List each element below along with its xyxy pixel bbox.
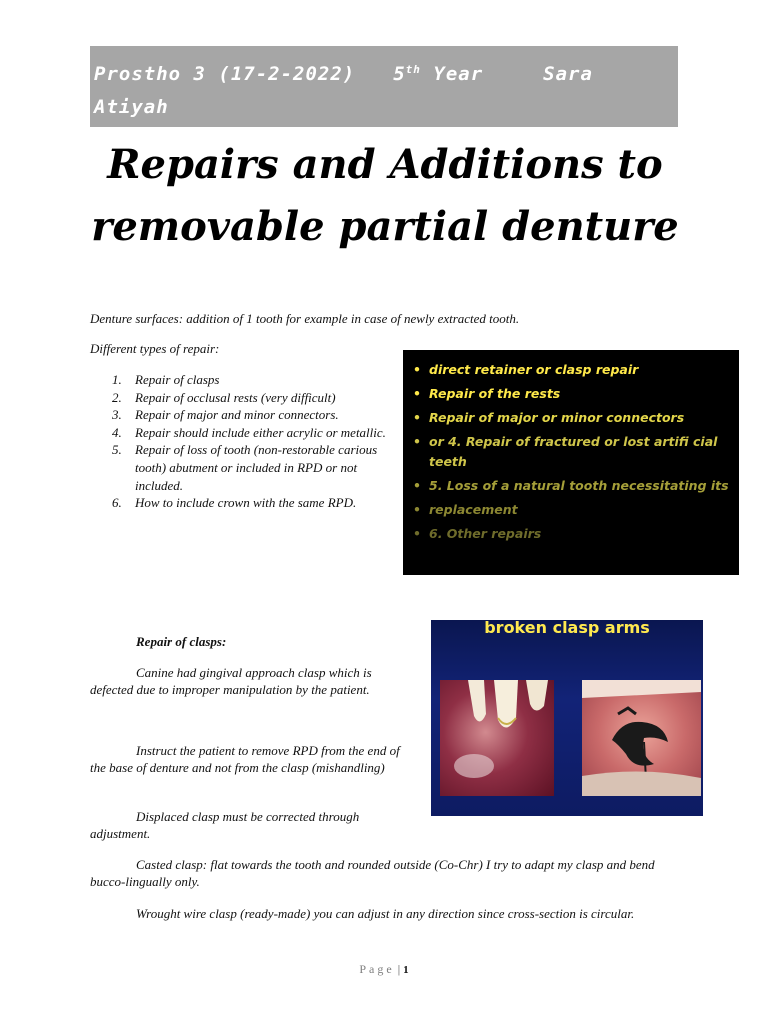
header-year-sup: th — [405, 63, 421, 76]
teeth-illustration — [440, 680, 554, 796]
clasps-paragraph-3: Displaced clasp must be corrected through adjustment. — [90, 809, 360, 841]
title-line-1: Repairs and Additions to — [107, 141, 663, 188]
list-item-number: 5. — [112, 442, 122, 458]
slide-title: broken clasp arms — [484, 618, 650, 637]
clinical-photo-clasp — [582, 680, 701, 796]
title-line-2: removable partial denture — [91, 203, 679, 250]
broken-clasp-slide-image — [431, 620, 703, 816]
bullet-icon: • — [413, 526, 421, 541]
header-course: Prostho 3 (17-2-2022) — [94, 63, 356, 85]
list-item-text: Repair of clasps — [135, 372, 220, 387]
list-item-text: Repair of loss of tooth (non-restorable carious tooth) abutment or included in RPD or not included. — [135, 442, 378, 493]
slide-bullet-item — [413, 384, 739, 404]
list-item-text: Repair of major and minor connectors. — [135, 407, 339, 423]
clasps-paragraph-2: Instruct the patient to remove RPD from the end of the base of denture and not from the clasp (mishandling) — [90, 743, 400, 775]
footer-page-label: Page — [359, 962, 395, 976]
clasp-illustration — [582, 680, 701, 796]
slide-bullet-text: direct retainer or clasp repair — [429, 362, 639, 377]
bullet-icon: • — [413, 502, 421, 517]
slide-bullet-list — [403, 350, 739, 544]
list-item-number: 1. — [112, 372, 122, 387]
list-item-text: Repair should include either acrylic or metallic. — [135, 424, 386, 440]
bullet-icon: • — [413, 434, 421, 449]
list-item-number: 3. — [112, 407, 122, 423]
list-item — [90, 441, 390, 494]
bullet-icon: • — [413, 410, 421, 425]
page-footer — [0, 962, 768, 977]
repair-types-slide-image — [403, 350, 739, 575]
slide-bullet-text: 5. Loss of a natural tooth necessitating its — [429, 478, 729, 493]
bullet-icon: • — [413, 362, 421, 377]
slide-bullet-text: Repair of major or minor connectors — [429, 410, 685, 425]
footer-separator: | — [397, 962, 401, 976]
header-text — [94, 58, 674, 124]
header-year-word: Year — [433, 63, 484, 85]
slide-bullet-text: replacement — [429, 502, 518, 517]
list-item — [90, 406, 390, 424]
intro-surfaces: Denture surfaces: addition of 1 tooth for example in case of newly extracted tooth. — [90, 311, 520, 326]
header-author-last: Atiyah — [94, 96, 169, 118]
list-item-number: 2. — [112, 389, 122, 405]
clasps-heading: Repair of clasps: — [136, 634, 227, 649]
list-item-number: 4. — [112, 424, 122, 440]
slide-bullet-item — [413, 360, 739, 380]
clasps-paragraph-5: Wrought wire clasp (ready-made) you can adjust in any direction since cross-section is circular. — [136, 906, 635, 921]
footer-page-number: 1 — [403, 964, 409, 976]
list-item-text: How to include crown with the same RPD. — [135, 495, 357, 511]
list-item — [90, 424, 390, 442]
clinical-photo-teeth — [440, 680, 554, 796]
slide-bullet-text: 6. Other repairs — [429, 526, 542, 541]
header-author-first: Sara — [543, 63, 593, 85]
slide-bullet-text: Repair of the rests — [429, 386, 561, 401]
clasps-paragraph-1: Canine had gingival approach clasp which is defected due to improper manipulation by the patient. — [90, 665, 372, 697]
list-item-number: 6. — [112, 495, 122, 511]
bullet-icon: • — [413, 478, 421, 493]
slide-bullet-text: or 4. Repair of fractured or lost artifi cial teeth — [429, 434, 718, 469]
list-item-text: Repair of occlusal rests (very difficult) — [135, 389, 336, 405]
slide-bullet-item — [413, 524, 739, 544]
slide-bullet-item — [413, 432, 739, 472]
list-item — [90, 371, 390, 389]
page-title — [40, 134, 730, 258]
list-item — [90, 389, 390, 407]
header-year-num: 5 — [393, 63, 406, 85]
slide-bullet-item — [413, 476, 739, 496]
clasps-paragraph-4: Casted clasp: flat towards the tooth and rounded outside (Co-Chr) I try to adapt my clasp and bend bucco-lingually only. — [90, 857, 655, 889]
repair-types-list — [90, 371, 390, 512]
slide-bullet-item — [413, 500, 739, 520]
list-item — [90, 494, 390, 512]
slide-bullet-item — [413, 408, 739, 428]
intro-types-heading: Different types of repair: — [90, 341, 220, 356]
bullet-icon: • — [413, 386, 421, 401]
